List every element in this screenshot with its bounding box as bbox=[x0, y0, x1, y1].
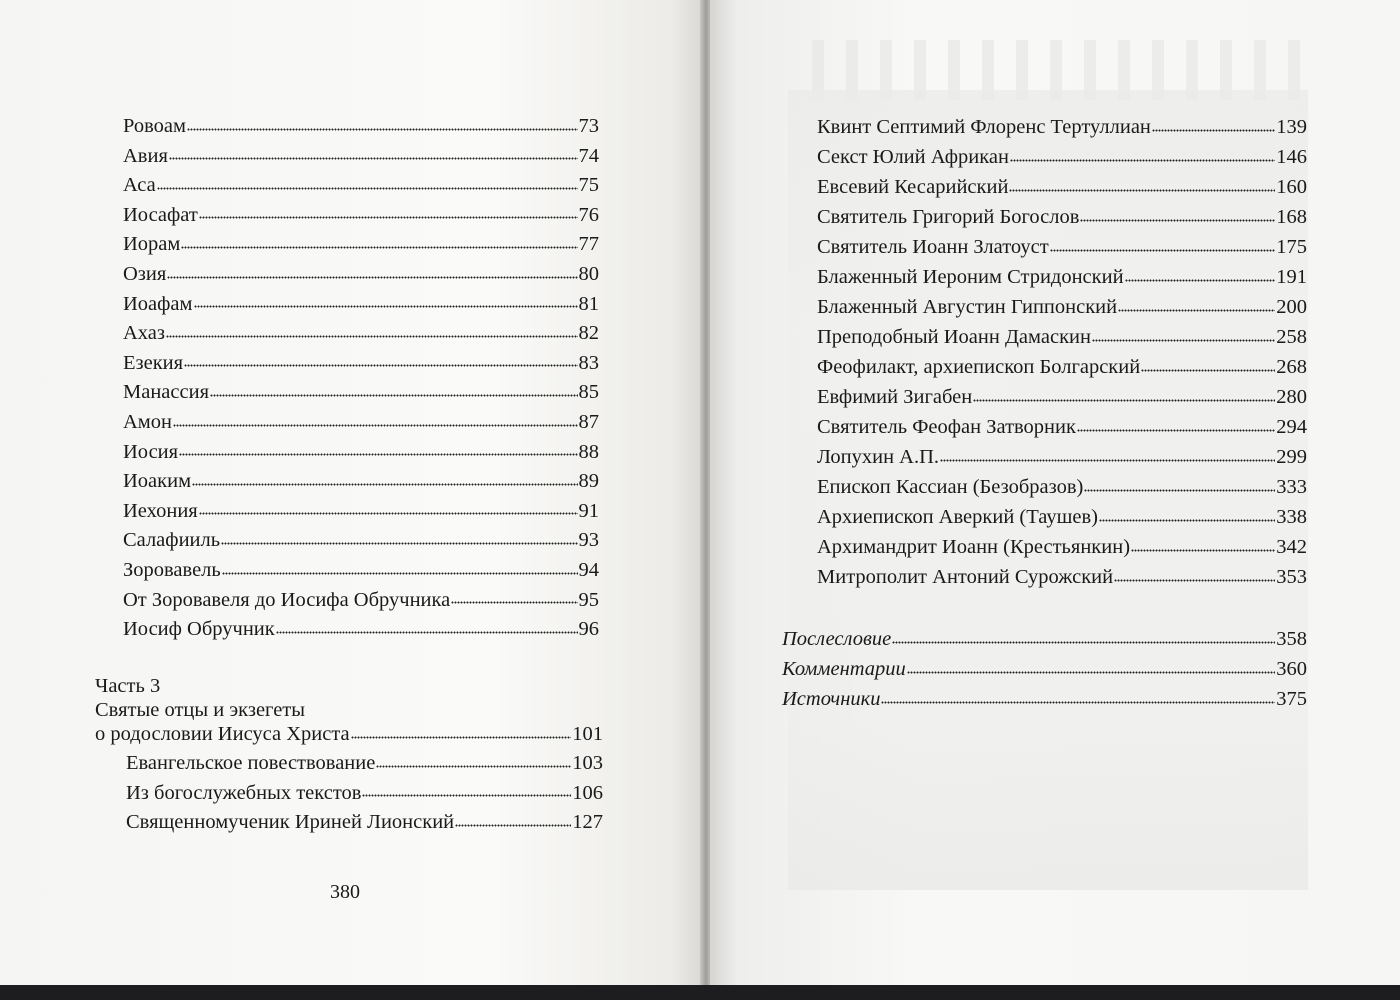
toc-entry-title: Блаженный Августин Гиппонский bbox=[817, 296, 1118, 318]
toc-entry bbox=[123, 528, 599, 552]
dot-leader bbox=[167, 274, 577, 280]
dot-leader bbox=[1009, 187, 1275, 193]
toc-entry-title: Архимандрит Иоанн (Крестьянкин) bbox=[817, 536, 1131, 558]
toc-entry bbox=[817, 265, 1307, 289]
toc-entry bbox=[817, 235, 1307, 259]
toc-entry bbox=[817, 325, 1307, 349]
toc-entry-title: Святитель Иоанн Златоуст bbox=[817, 236, 1049, 258]
dot-leader bbox=[1077, 427, 1275, 433]
toc-entry-title: От Зоровавеля до Иосифа Обручника bbox=[123, 588, 451, 611]
toc-entry-page: 200 bbox=[1276, 296, 1307, 318]
toc-entry-page: 93 bbox=[578, 529, 599, 552]
toc-entry bbox=[782, 657, 1307, 681]
toc-entry bbox=[817, 385, 1307, 409]
dot-leader bbox=[173, 422, 578, 428]
dot-leader bbox=[1152, 127, 1275, 133]
toc-entry bbox=[123, 262, 599, 286]
part-title-entry bbox=[95, 722, 603, 746]
toc-entry-page: 360 bbox=[1276, 658, 1307, 680]
dot-leader bbox=[184, 363, 577, 369]
dot-leader bbox=[1050, 247, 1276, 253]
toc-entry-page: 91 bbox=[578, 499, 599, 522]
dot-leader bbox=[192, 481, 577, 487]
toc-entry-page: 82 bbox=[578, 322, 599, 345]
toc-entry-page: 338 bbox=[1276, 506, 1307, 528]
dot-leader bbox=[194, 304, 578, 310]
dot-leader bbox=[351, 734, 572, 740]
toc-entry-title: Архиепископ Аверкий (Таушев) bbox=[817, 506, 1098, 528]
toc-entry-page: 139 bbox=[1276, 116, 1307, 138]
dot-leader bbox=[1125, 277, 1276, 283]
dot-leader bbox=[973, 397, 1275, 403]
toc-entry-page: 294 bbox=[1276, 416, 1307, 438]
dot-leader bbox=[181, 244, 577, 250]
toc-entry-title: Амон bbox=[123, 411, 172, 433]
toc-entry bbox=[126, 810, 603, 834]
toc-entry bbox=[817, 445, 1307, 469]
toc-entry bbox=[817, 145, 1307, 169]
toc-entry-page: 268 bbox=[1276, 356, 1307, 378]
toc-entry bbox=[817, 565, 1307, 589]
toc-entry bbox=[782, 687, 1307, 711]
part-title-line1: Святые отцы и экзегеты bbox=[95, 699, 306, 721]
toc-entry-page: 258 bbox=[1276, 326, 1307, 348]
toc-entry-title: Митрополит Антоний Сурожский bbox=[817, 566, 1114, 588]
dot-leader bbox=[1114, 577, 1275, 583]
toc-entry-title: Ровоам bbox=[123, 115, 187, 137]
dot-leader bbox=[221, 540, 577, 546]
toc-entry-page: 106 bbox=[572, 781, 603, 804]
toc-entry-title: Евсевий Кесарийский bbox=[817, 176, 1009, 198]
dot-leader bbox=[187, 126, 577, 132]
toc-entry-title: Епископ Кассиан (Безобразов) bbox=[817, 476, 1084, 498]
toc-entry bbox=[123, 588, 599, 612]
toc-entry bbox=[123, 232, 599, 256]
dot-leader bbox=[376, 763, 571, 769]
dot-leader bbox=[179, 452, 577, 458]
toc-entry bbox=[123, 144, 599, 168]
toc-entry bbox=[817, 535, 1307, 559]
toc-entry-title: Ахаз bbox=[123, 322, 165, 345]
toc-entry-title: Иорам bbox=[123, 233, 181, 256]
toc-entry-title: Священномученик Ириней Лионский bbox=[126, 811, 455, 834]
toc-entry bbox=[123, 469, 599, 493]
dot-leader bbox=[199, 511, 578, 517]
toc-entry-title: Комментарии bbox=[782, 658, 906, 680]
toc-entry-title: Лопухин А.П. bbox=[817, 446, 940, 468]
toc-entry-page: 168 bbox=[1276, 206, 1307, 228]
toc-entry bbox=[123, 173, 599, 197]
dot-leader bbox=[157, 185, 578, 191]
dot-leader bbox=[1131, 547, 1275, 553]
toc-entry bbox=[123, 351, 599, 375]
dot-leader bbox=[1099, 517, 1275, 523]
toc-entry-page: 85 bbox=[578, 381, 599, 404]
toc-entry bbox=[817, 475, 1307, 499]
dot-leader bbox=[892, 639, 1275, 645]
toc-entry-title: Секст Юлий Африкан bbox=[817, 146, 1009, 168]
part-title-line2: о родословии Иисуса Христа bbox=[95, 723, 350, 745]
toc-entry bbox=[817, 355, 1307, 379]
toc-entry-title: Езекия bbox=[123, 351, 184, 374]
toc-entry bbox=[817, 205, 1307, 229]
toc-entry bbox=[817, 415, 1307, 439]
toc-entry bbox=[123, 558, 599, 582]
toc-entry bbox=[126, 751, 603, 775]
toc-entry-page: 127 bbox=[572, 811, 603, 834]
dot-leader bbox=[222, 570, 578, 576]
toc-entry-page: 87 bbox=[578, 411, 599, 433]
dot-leader bbox=[276, 629, 578, 635]
dot-leader bbox=[455, 822, 571, 828]
dot-leader bbox=[362, 793, 571, 799]
toc-entry-page: 299 bbox=[1276, 446, 1307, 468]
toc-entry-title: Блаженный Иероним Стридонский bbox=[817, 266, 1124, 288]
dot-leader bbox=[940, 457, 1275, 463]
toc-entry-title: Зоровавель bbox=[123, 559, 221, 581]
toc-entry-title: Евфимий Зигабен bbox=[817, 386, 973, 408]
toc-entry-title: Манассия bbox=[123, 381, 209, 404]
toc-entry-page: 73 bbox=[578, 115, 599, 137]
dot-leader bbox=[1141, 367, 1275, 373]
toc-entry-page: 160 bbox=[1276, 176, 1307, 198]
toc-entry bbox=[126, 781, 603, 805]
toc-entry bbox=[817, 175, 1307, 199]
dot-leader bbox=[1084, 487, 1275, 493]
toc-entry-title: Иехония bbox=[123, 499, 198, 522]
toc-entry bbox=[123, 203, 599, 227]
toc-entry-page: 96 bbox=[578, 618, 599, 641]
toc-entry-page: 333 bbox=[1276, 476, 1307, 498]
dot-leader bbox=[881, 699, 1275, 705]
toc-entry-page: 95 bbox=[578, 588, 599, 611]
toc-entry bbox=[123, 380, 599, 404]
toc-entry bbox=[123, 321, 599, 345]
part-heading: Часть 3 bbox=[95, 675, 161, 697]
toc-entry bbox=[123, 440, 599, 464]
dot-leader bbox=[210, 392, 578, 398]
toc-entry-title: Преподобный Иоанн Дамаскин bbox=[817, 326, 1091, 348]
toc-entry-page: 103 bbox=[572, 752, 603, 774]
toc-entry-title: Квинт Септимий Флоренс Тертуллиан bbox=[817, 116, 1151, 138]
toc-entry-page: 342 bbox=[1276, 536, 1307, 558]
toc-entry-page: 94 bbox=[578, 559, 599, 581]
toc-entry-page: 74 bbox=[578, 144, 599, 167]
toc-entry-title: Авия bbox=[123, 144, 168, 167]
toc-entry-page: 83 bbox=[578, 351, 599, 374]
toc-entry-page: 80 bbox=[578, 263, 599, 285]
toc-entry-title: Салафииль bbox=[123, 529, 221, 552]
dot-leader bbox=[199, 215, 578, 221]
page-number: 380 bbox=[330, 881, 360, 903]
scan-edge bbox=[0, 985, 1400, 1000]
toc-entry-page: 76 bbox=[578, 203, 599, 226]
toc-entry bbox=[817, 505, 1307, 529]
toc-entry-page: 81 bbox=[578, 292, 599, 315]
toc-entry-title: Из богослужебных текстов bbox=[126, 781, 362, 804]
dot-leader bbox=[1080, 217, 1275, 223]
toc-entry-title: Иосиф Обручник bbox=[123, 618, 275, 641]
toc-entry-page: 280 bbox=[1276, 386, 1307, 408]
toc-entry-page: 77 bbox=[578, 233, 599, 256]
toc-entry bbox=[123, 617, 599, 641]
toc-entry bbox=[817, 115, 1307, 139]
right-page bbox=[710, 0, 1400, 1000]
dot-leader bbox=[451, 600, 577, 606]
part-title-page: 101 bbox=[572, 723, 603, 745]
dot-leader bbox=[1118, 307, 1275, 313]
toc-entry-title: Аса bbox=[123, 174, 156, 197]
toc-entry bbox=[123, 499, 599, 523]
dot-leader bbox=[907, 669, 1275, 675]
toc-entry-page: 191 bbox=[1276, 266, 1307, 288]
toc-entry-page: 146 bbox=[1276, 146, 1307, 168]
toc-entry bbox=[782, 627, 1307, 651]
toc-entry-page: 358 bbox=[1276, 628, 1307, 650]
toc-entry bbox=[123, 114, 599, 138]
toc-entry-title: Иоаким bbox=[123, 470, 192, 493]
toc-entry-title: Источники bbox=[782, 688, 881, 710]
toc-entry-page: 375 bbox=[1276, 688, 1307, 710]
toc-entry-title: Феофилакт, архиепископ Болгарский bbox=[817, 356, 1141, 378]
toc-entry-title: Иоафам bbox=[123, 292, 193, 315]
toc-entry bbox=[817, 295, 1307, 319]
toc-entry-title: Озия bbox=[123, 263, 167, 285]
toc-entry-page: 353 bbox=[1276, 566, 1307, 588]
dot-leader bbox=[1010, 157, 1275, 163]
dot-leader bbox=[166, 333, 578, 339]
toc-entry-title: Иосия bbox=[123, 440, 179, 463]
toc-entry bbox=[123, 410, 599, 434]
toc-entry-title: Иосафат bbox=[123, 203, 198, 226]
toc-entry-title: Святитель Феофан Затворник bbox=[817, 416, 1076, 438]
toc-entry bbox=[123, 292, 599, 316]
toc-entry-title: Святитель Григорий Богослов bbox=[817, 206, 1080, 228]
dot-leader bbox=[1092, 337, 1275, 343]
dot-leader bbox=[169, 156, 578, 162]
toc-entry-page: 75 bbox=[578, 174, 599, 197]
toc-entry-page: 88 bbox=[578, 440, 599, 463]
toc-entry-page: 89 bbox=[578, 470, 599, 493]
toc-entry-page: 175 bbox=[1276, 236, 1307, 258]
toc-entry-title: Евангельское повествование bbox=[126, 752, 376, 774]
toc-entry-title: Послесловие bbox=[782, 628, 892, 650]
